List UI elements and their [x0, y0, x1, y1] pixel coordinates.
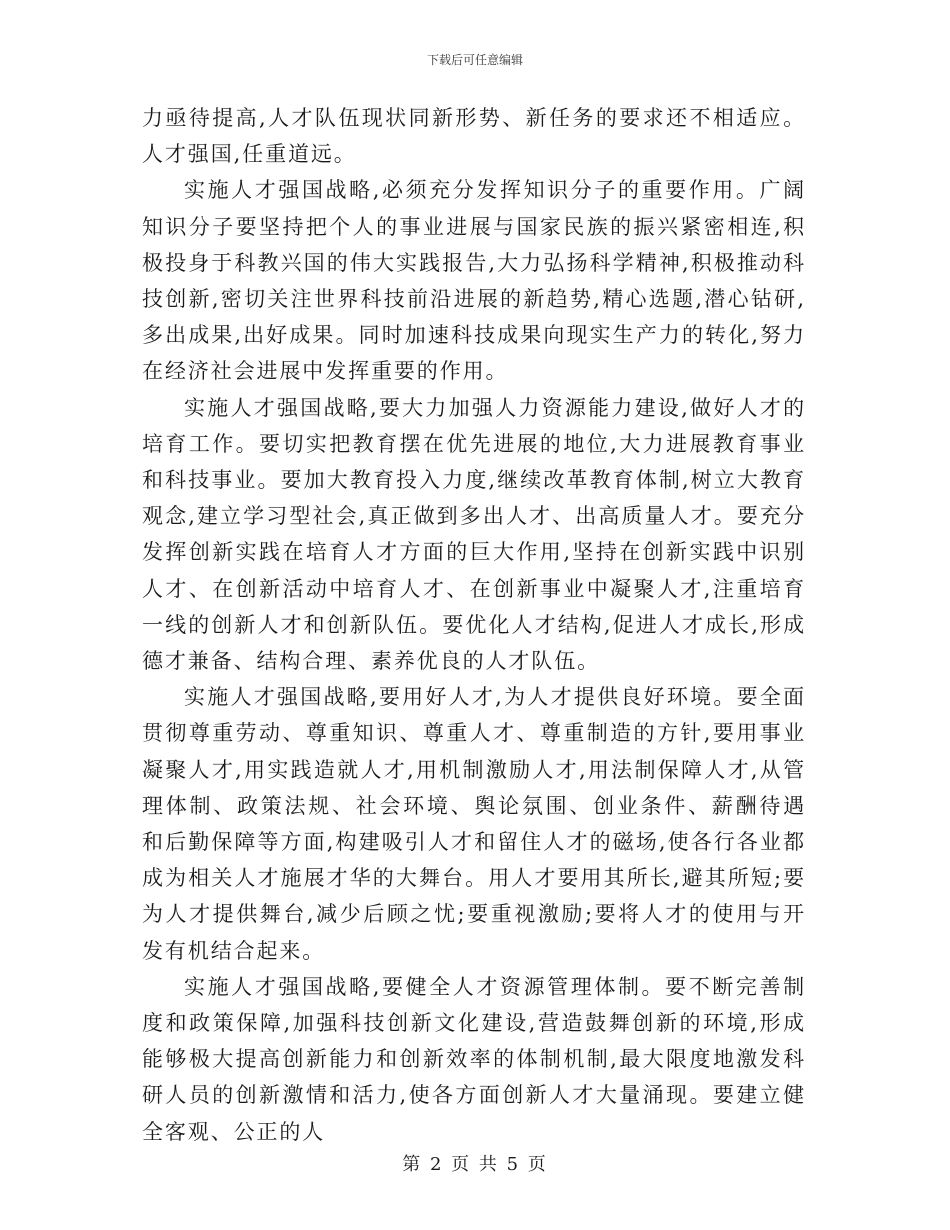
paragraph-talent-environment: 实施人才强国战略,要用好人才,为人才提供良好环境。要全面贯彻尊重劳动、尊重知识、尊重人才、尊重制造的方针,要用事业凝聚人才,用实践造就人才,用机制激励人才,用法制保障人才,从管理体制、政策法规、社会环境、舆论氛围、创业条件、薪酬待遇和后勤保障等方面,构建吸引人才和留住人才的磁场,使各行各业都成为相关人才施展才华的大舞台。用人才要用其所长,避其所短;要为人才提供舞台,减少后顾之忧;要重视激励;要将人才的使用与开发有机结合起来。 [142, 685, 806, 963]
paragraph-talent-cultivation: 实施人才强国战略,要大力加强人力资源能力建设,做好人才的培育工作。要切实把教育摆在优先进展的地位,大力进展教育事业和科技事业。要加大教育投入力度,继续改革教育体制,树立大教育观念,建立学习型社会,真正做到多出人才、出高质量人才。要充分发挥创新实践在培育人才方面的巨大作用,坚持在创新实践中识别人才、在创新活动中培育人才、在创新事业中凝聚人才,注重培育一线的创新人才和创新队伍。要优化人才结构,促进人才成长,形成德才兼备、结构合理、素养优良的人才队伍。 [142, 395, 806, 674]
page-header-note: 下载后可任意编辑 [426, 53, 523, 67]
page-number-footer: 第 2 页 共 5 页 [402, 1154, 548, 1175]
paragraph-intellectuals-role: 实施人才强国战略,必须充分发挥知识分子的重要作用。广阔知识分子要坚持把个人的事业进展与国家民族的振兴紧密相连,积极投身于科教兴国的伟大实践报告,大力弘扬科学精神,积极推动科技创新,密切关注世界科技前沿进展的新趋势,精心选题,潜心钻研,多出成果,出好成果。同时加速科技成果向现实生产力的转化,努力在经济社会进展中发挥重要的作用。 [142, 178, 806, 384]
paragraph-management-system: 实施人才强国战略,要健全人才资源管理体制。要不断完善制度和政策保障,加强科技创新文化建设,营造鼓舞创新的环境,形成能够极大提高创新能力和创新效率的体制机制,最大限度地激发科研人员的创新激情和活力,使各方面创新人才大量涌现。要建立健全客观、公正的人 [142, 974, 806, 1144]
paragraph-continued: 力亟待提高,人才队伍现状同新形势、新任务的要求还不相适应。人才强国,任重道远。 [142, 106, 806, 167]
document-body [142, 100, 806, 1150]
